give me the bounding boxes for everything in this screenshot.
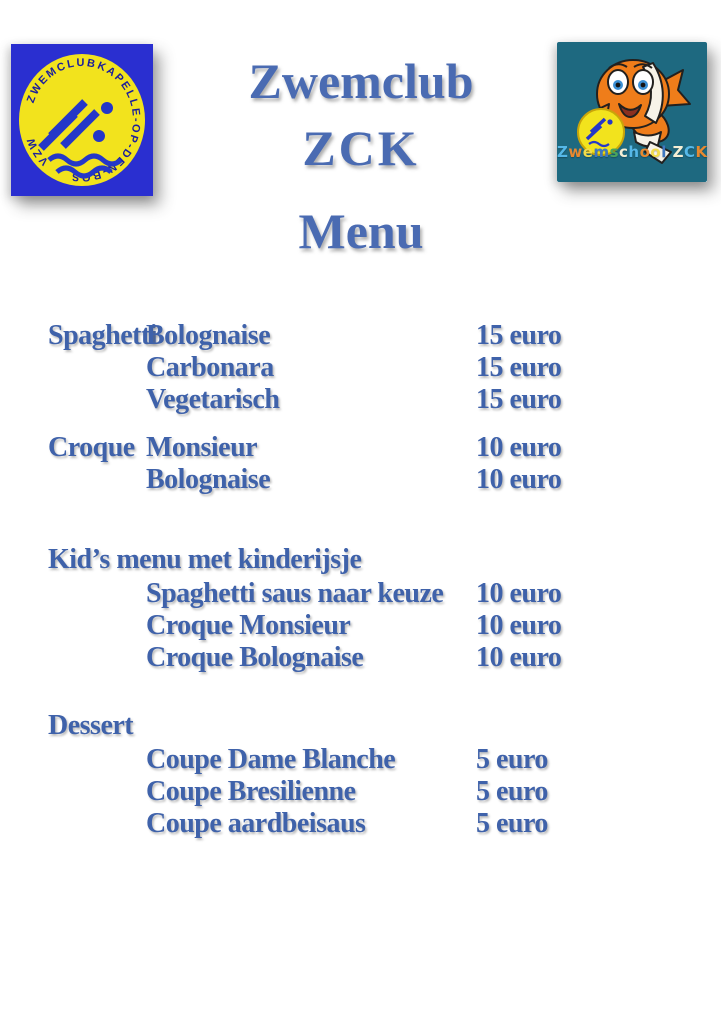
menu-item-label: Croque Monsieur <box>146 610 351 641</box>
menu-row <box>0 610 721 642</box>
menu-item-label: Coupe Dame Blanche <box>146 744 396 775</box>
menu-row <box>0 352 721 384</box>
menu-item-label: Bolognaise <box>146 320 271 351</box>
page-title-line3: Menu <box>298 203 424 259</box>
menu-section-header: Dessert <box>48 710 134 741</box>
arc-text-vzw: VZW <box>24 134 51 168</box>
menu-section-header: Kid’s menu met kinderijsje <box>48 544 362 575</box>
menu-item-price: 5 euro <box>476 776 548 807</box>
menu-row <box>0 384 721 416</box>
menu-item-price: 5 euro <box>476 744 548 775</box>
menu-item-label: Monsieur <box>146 432 258 463</box>
menu-row <box>0 744 721 776</box>
menu-row <box>0 642 721 674</box>
page-title-line2: ZCK <box>302 120 420 176</box>
menu-col-category: Spaghetti <box>48 320 158 351</box>
menu-section-header-row <box>0 710 721 742</box>
menu-row <box>0 432 721 464</box>
menu-item-label: Coupe Bresilienne <box>146 776 356 807</box>
menu-item-price: 5 euro <box>476 808 548 839</box>
menu-row <box>0 320 721 352</box>
menu-section-header-row <box>0 544 721 576</box>
menu-row <box>0 808 721 840</box>
menu-item-label: Vegetarisch <box>146 384 280 415</box>
menu-item-price: 10 euro <box>476 578 562 609</box>
menu-item-price: 10 euro <box>476 642 562 673</box>
menu-item-label: Croque Bolognaise <box>146 642 364 673</box>
menu-item-price: 10 euro <box>476 464 562 495</box>
menu-item-label: Coupe aardbeisaus <box>146 808 366 839</box>
menu-item-label: Bolognaise <box>146 464 271 495</box>
menu-item-price: 15 euro <box>476 352 562 383</box>
arc-text-place: KAPELLE-OP-DEN-BOS <box>69 59 143 184</box>
zwemschool-caption: Zwemschool ZCK <box>557 143 708 161</box>
menu-row <box>0 578 721 610</box>
menu-row <box>0 776 721 808</box>
menu-item-label: Spaghetti saus naar keuze <box>146 578 444 609</box>
menu-item-label: Carbonara <box>146 352 274 383</box>
menu-item-price: 10 euro <box>476 610 562 641</box>
menu-col-category: Croque <box>48 432 135 463</box>
menu-row <box>0 464 721 496</box>
page-title-line1: Zwemclub <box>248 53 474 109</box>
menu-item-price: 15 euro <box>476 320 562 351</box>
menu-item-price: 10 euro <box>476 432 562 463</box>
arc-text-club: ZWEMCLUB <box>24 56 98 105</box>
menu-item-price: 15 euro <box>476 384 562 415</box>
